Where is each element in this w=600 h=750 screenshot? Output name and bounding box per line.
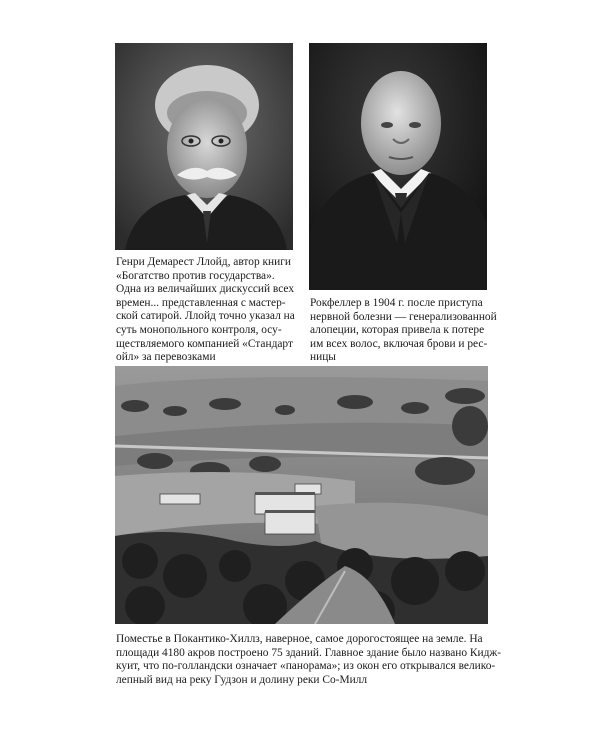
lloyd-portrait-photo <box>115 43 293 250</box>
caption-line: ойл» за перевозками <box>116 351 216 364</box>
caption-line: куит, что по-голландски означает «панорама»; из окон его открывался велико- <box>116 660 496 673</box>
caption-line: площади 4180 акров построено 75 зданий. Главное здание было названо Кидж- <box>116 646 502 659</box>
caption-line: Одна из величайших дискуссий всех <box>116 283 295 296</box>
lloyd-photo-caption <box>116 256 296 365</box>
portrait-photo-icon <box>309 43 487 290</box>
caption-line: Рокфеллер в 1904 г. после приступа <box>310 297 483 309</box>
estate-photo-caption <box>116 633 502 687</box>
caption-line: ской сатирой. Ллойд точно указал на <box>116 310 295 323</box>
rockefeller-photo-caption <box>310 297 497 365</box>
caption-line: «Богатство против государства». <box>116 269 275 282</box>
portrait-photo-icon <box>115 43 293 250</box>
caption-line: времен... представленная с мастер- <box>116 296 286 309</box>
caption-line: ществляемого компанией «Стандарт <box>116 337 293 350</box>
rockefeller-portrait-photo <box>309 43 487 290</box>
aerial-photo-icon <box>115 366 488 624</box>
caption-line: нервной болезни — генерализованной <box>310 310 497 323</box>
caption-line: ницы <box>310 351 336 364</box>
caption-line: лепный вид на реку Гудзон и долину реки Со-Милл <box>116 673 368 686</box>
caption-line: суть монопольного контроля, осу- <box>116 323 282 336</box>
estate-aerial-photo <box>115 366 488 624</box>
caption-line: Генри Демарест Ллойд, автор книги <box>116 256 291 268</box>
caption-line: Поместье в Покантико-Хиллз, наверное, самое дорогостоящее на земле. На <box>116 633 483 645</box>
caption-line: им всех волос, включая брови и рес- <box>310 337 488 350</box>
caption-line: алопеции, которая привела к потере <box>310 324 485 337</box>
